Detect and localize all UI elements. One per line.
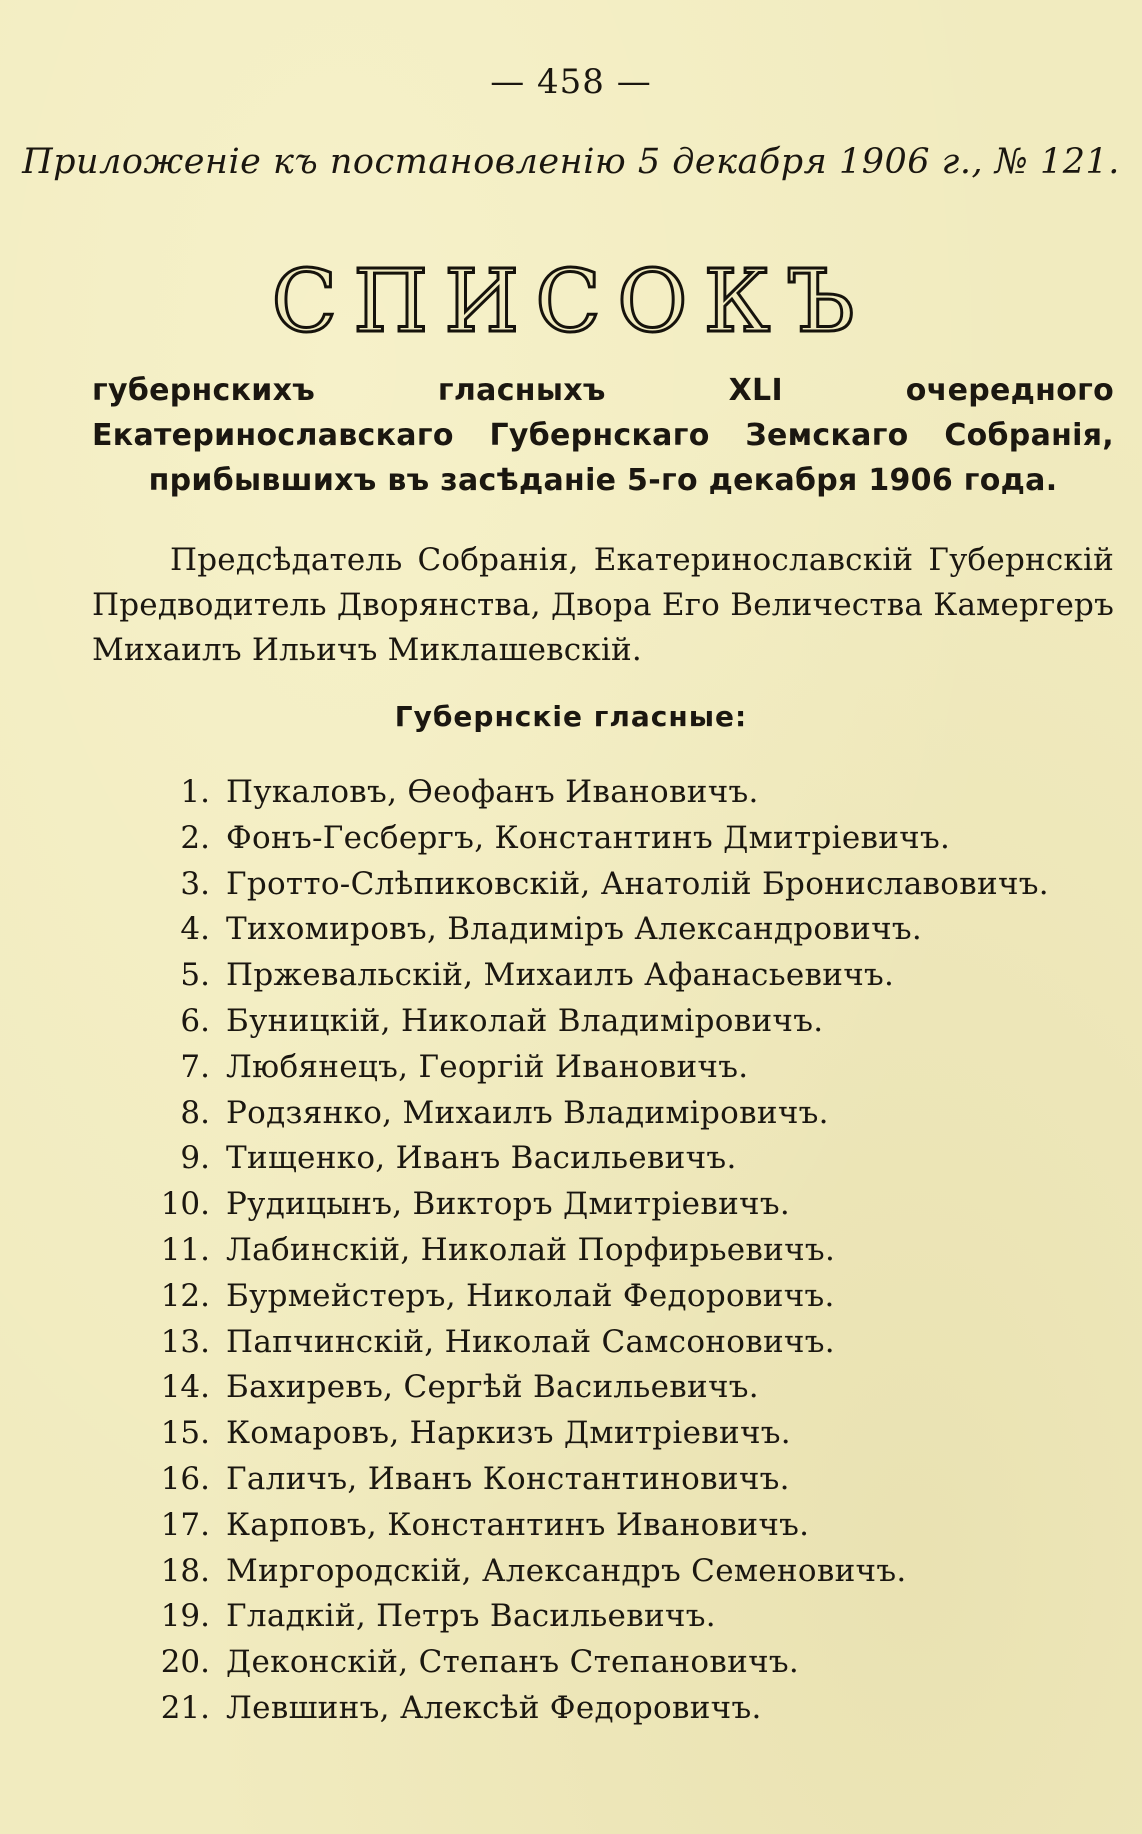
- member-number: 20.: [160, 1644, 210, 1681]
- list-item: [150, 1095, 1080, 1141]
- member-name: Тихомировъ, Владиміръ Александровичъ.: [226, 911, 923, 948]
- member-name: Пукаловъ, Ѳеофанъ Ивановичъ.: [226, 774, 759, 810]
- member-number: 17.: [160, 1506, 210, 1543]
- member-name: Карповъ, Константинъ Ивановичъ.: [226, 1506, 810, 1543]
- list-item: [150, 1598, 1080, 1644]
- list-item: [150, 1553, 1080, 1599]
- list-item: [150, 1690, 1080, 1736]
- list-item: [150, 1461, 1080, 1507]
- document-title: СПИСОКЪ: [271, 252, 871, 352]
- members-list-heading: Губернскіе гласные:: [394, 700, 748, 733]
- member-name: Левшинъ, Алексѣй Федоровичъ.: [226, 1689, 762, 1726]
- members-list: [150, 774, 1080, 1736]
- list-item: [150, 866, 1080, 912]
- member-name: Миргородскій, Александръ Семеновичъ.: [226, 1552, 907, 1589]
- document-subtitle: губернскихъ гласныхъ XLI очередного Екатеринославскаго Губернскаго Земскаго Собранія, прибывшихъ въ засѣданіе 5-го декабря 1906 года.: [92, 373, 1114, 498]
- list-item: [150, 1232, 1080, 1278]
- list-item: [150, 1278, 1080, 1324]
- member-name: Галичъ, Иванъ Константиновичъ.: [226, 1460, 790, 1497]
- chairman-paragraph: Предсѣдатель Собранія, Екатеринославскій Губернскій Предводитель Дворянства, Двора Его Величества Камергеръ Михаилъ Ильичъ Миклашевскій.: [92, 542, 1114, 668]
- list-item: [150, 774, 1080, 820]
- member-name: Гротто-Слѣпиковскій, Анатолій Брониславовичъ.: [226, 865, 1049, 902]
- member-name: Деконскій, Степанъ Степановичъ.: [226, 1644, 800, 1681]
- member-name: Фонъ-Гесбергъ, Константинъ Дмитріевичъ.: [226, 819, 951, 856]
- appendix-reference: Приложеніе къ постановленію 5 декабря 1906 г., № 121.: [22, 142, 1120, 182]
- member-name: Любянецъ, Георгій Ивановичъ.: [226, 1048, 749, 1085]
- member-name: Бурмейстеръ, Николай Федоровичъ.: [226, 1277, 835, 1314]
- member-name: Гладкій, Петръ Васильевичъ.: [226, 1598, 716, 1635]
- member-name: Родзянко, Михаилъ Владиміровичъ.: [226, 1094, 829, 1131]
- member-name: Тищенко, Иванъ Васильевичъ.: [226, 1140, 737, 1177]
- member-name: Комаровъ, Наркизъ Дмитріевичъ.: [226, 1415, 791, 1452]
- list-item: [150, 1186, 1080, 1232]
- member-number: 16.: [160, 1460, 210, 1497]
- list-item: [150, 911, 1080, 957]
- member-number: 15.: [160, 1415, 210, 1452]
- member-name: Буницкій, Николай Владиміровичъ.: [226, 1002, 824, 1039]
- list-item: [150, 1049, 1080, 1095]
- member-name: Лабинскій, Николай Порфирьевичъ.: [226, 1231, 836, 1268]
- list-item: [150, 1507, 1080, 1553]
- list-item: [150, 1369, 1080, 1415]
- list-item: [150, 1644, 1080, 1690]
- list-item: [150, 1324, 1080, 1370]
- member-number: 13.: [160, 1323, 210, 1360]
- member-number: 2.: [180, 819, 210, 856]
- member-name: Рудицынъ, Викторъ Дмитріевичъ.: [226, 1186, 791, 1223]
- list-item: [150, 1415, 1080, 1461]
- member-number: 1.: [180, 774, 210, 810]
- member-number: 10.: [160, 1186, 210, 1223]
- member-number: 21.: [160, 1689, 210, 1726]
- member-number: 7.: [180, 1048, 210, 1085]
- member-name: Бахиревъ, Сергѣй Васильевичъ.: [226, 1369, 759, 1406]
- member-number: 12.: [160, 1277, 210, 1314]
- member-number: 8.: [180, 1094, 210, 1131]
- list-item: [150, 820, 1080, 866]
- member-name: Папчинскій, Николай Самсоновичъ.: [226, 1323, 835, 1360]
- list-item: [150, 1140, 1080, 1186]
- list-item: [150, 957, 1080, 1003]
- member-name: Пржевальскій, Михаилъ Афанасьевичъ.: [226, 957, 895, 994]
- list-item: [150, 1003, 1080, 1049]
- member-number: 4.: [180, 911, 210, 948]
- member-number: 18.: [160, 1552, 210, 1589]
- member-number: 19.: [160, 1598, 210, 1635]
- member-number: 14.: [160, 1369, 210, 1406]
- member-number: 5.: [180, 957, 210, 994]
- member-number: 11.: [160, 1231, 210, 1268]
- member-number: 9.: [180, 1140, 210, 1177]
- page-number: — 458 —: [490, 62, 652, 102]
- member-number: 6.: [180, 1002, 210, 1039]
- member-number: 3.: [180, 865, 210, 902]
